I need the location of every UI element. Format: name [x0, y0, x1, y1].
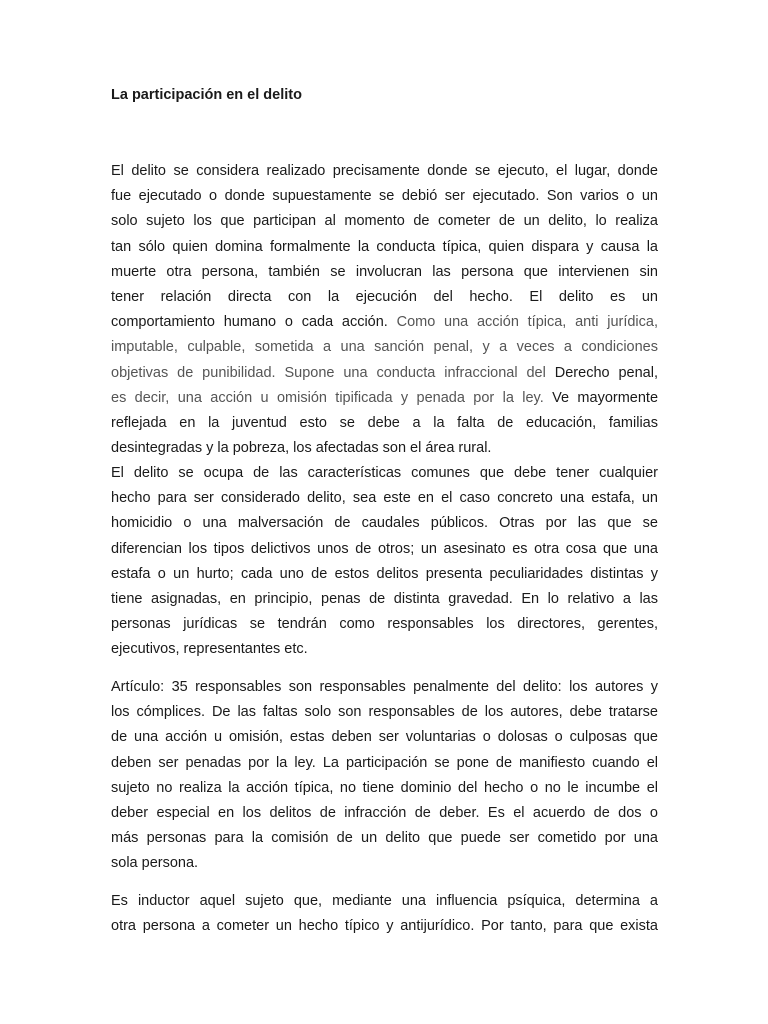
text-line: [111, 854, 658, 879]
text-line: [111, 615, 658, 640]
text-segment: diferencian los tipos delictivos unos de otros; un asesinato es otra cosa que una: [111, 540, 658, 557]
text-segment: deber especial en los delitos de infracción de deber. Es el acuerdo de dos o: [111, 804, 658, 821]
text-line: [111, 565, 658, 590]
text-line: [111, 917, 658, 942]
text-segment: sola persona.: [111, 855, 199, 872]
text-line: [111, 263, 658, 288]
paragraph-2: [111, 464, 658, 666]
text-segment: tener relación directa con la ejecución del hecho. El delito es un: [111, 288, 658, 305]
text-segment: los cómplices. De las faltas solo son responsables de los autores, debe tratarse: [111, 704, 658, 721]
text-line: [111, 162, 658, 187]
text-line: [111, 439, 658, 464]
text-segment: es decir, una acción u omisión tipificada y penada por la ley.: [111, 389, 544, 406]
text-line: [111, 804, 658, 829]
text-segment: Ve mayormente: [543, 389, 659, 406]
text-line: [111, 703, 658, 728]
text-line: [111, 238, 658, 263]
text-segment: más personas para la comisión de un delito que puede ser cometido por una: [111, 830, 658, 847]
text-line: [111, 540, 658, 565]
paragraph-4: [111, 892, 658, 942]
text-line: [111, 212, 658, 237]
text-line: [111, 829, 658, 854]
text-line: [111, 364, 658, 389]
text-segment: muerte otra persona, también se involucran las persona que intervienen sin: [111, 263, 658, 280]
text-segment: imputable, culpable, sometida a una sanción penal, y a veces a condiciones: [111, 339, 658, 356]
text-segment: sujeto no realiza la acción típica, no tiene dominio del hecho o no le incumbe el: [111, 779, 658, 796]
text-segment: comportamiento humano o cada acción.: [111, 314, 397, 331]
text-line: [111, 779, 658, 804]
text-segment: fue ejecutado o donde supuestamente se debió ser ejecutado. Son varios o un: [111, 188, 658, 205]
text-segment: objetivas de punibilidad. Supone una conducta infraccional del: [111, 364, 555, 381]
text-segment: El delito se considera realizado precisamente donde se ejecuto, el lugar, donde: [111, 163, 658, 179]
text-line: [111, 489, 658, 514]
text-segment: deben ser penadas por la ley. La participación se pone de manifiesto cuando el: [111, 754, 658, 771]
text-segment: otra persona a cometer un hecho típico y antijurídico. Por tanto, para que exista: [111, 918, 658, 935]
text-segment: Es inductor aquel sujeto que, mediante una influencia psíquica, determina a: [111, 893, 658, 909]
text-segment: El delito se ocupa de las características comunes que debe tener cualquier: [111, 465, 658, 481]
text-line: [111, 187, 658, 212]
text-line: [111, 389, 658, 414]
text-segment: tiene asignadas, en principio, penas de distinta gravedad. En lo relativo a las: [111, 590, 658, 607]
text-segment: Derecho penal,: [554, 364, 658, 381]
text-line: [111, 728, 658, 753]
text-line: [111, 892, 658, 917]
text-segment: homicidio o una malversación de caudales públicos. Otras por las que se: [111, 515, 658, 532]
text-line: [111, 590, 658, 615]
text-segment: solo sujeto los que participan al momento de cometer de un delito, lo realiza: [111, 213, 658, 230]
text-line: [111, 754, 658, 779]
paragraph-1: [111, 162, 658, 464]
text-line: [111, 313, 658, 338]
text-line: [111, 678, 658, 703]
text-line: [111, 338, 658, 363]
text-segment: reflejada en la juventud esto se debe a la falta de educación, familias: [111, 414, 658, 431]
text-segment: Artículo: 35 responsables son responsables penalmente del delito: los autores y: [111, 679, 658, 695]
text-line: [111, 288, 658, 313]
text-segment: tan sólo quien domina formalmente la conducta típica, quien dispara y causa la: [111, 238, 658, 255]
text-line: [111, 414, 658, 439]
text-segment: hecho para ser considerado delito, sea este en el caso concreto una estafa, un: [111, 490, 658, 507]
text-line: [111, 464, 658, 489]
text-segment: desintegradas y la pobreza, los afectadas son el área rural.: [111, 440, 492, 457]
text-line: [111, 640, 658, 665]
text-segment: de una acción u omisión, estas deben ser voluntarias o dolosas o culposas que: [111, 729, 658, 746]
paragraph-3: [111, 678, 658, 880]
text-line: [111, 514, 658, 539]
text-segment: estafa o un hurto; cada uno de estos delitos presenta peculiaridades distintas y: [111, 565, 658, 582]
text-segment: personas jurídicas se tendrán como responsables los directores, gerentes,: [111, 616, 658, 633]
text-segment: Como una acción típica, anti jurídica,: [396, 314, 658, 331]
document-title: La participación en el delito: [111, 87, 302, 103]
text-segment: ejecutivos, representantes etc.: [111, 641, 308, 658]
